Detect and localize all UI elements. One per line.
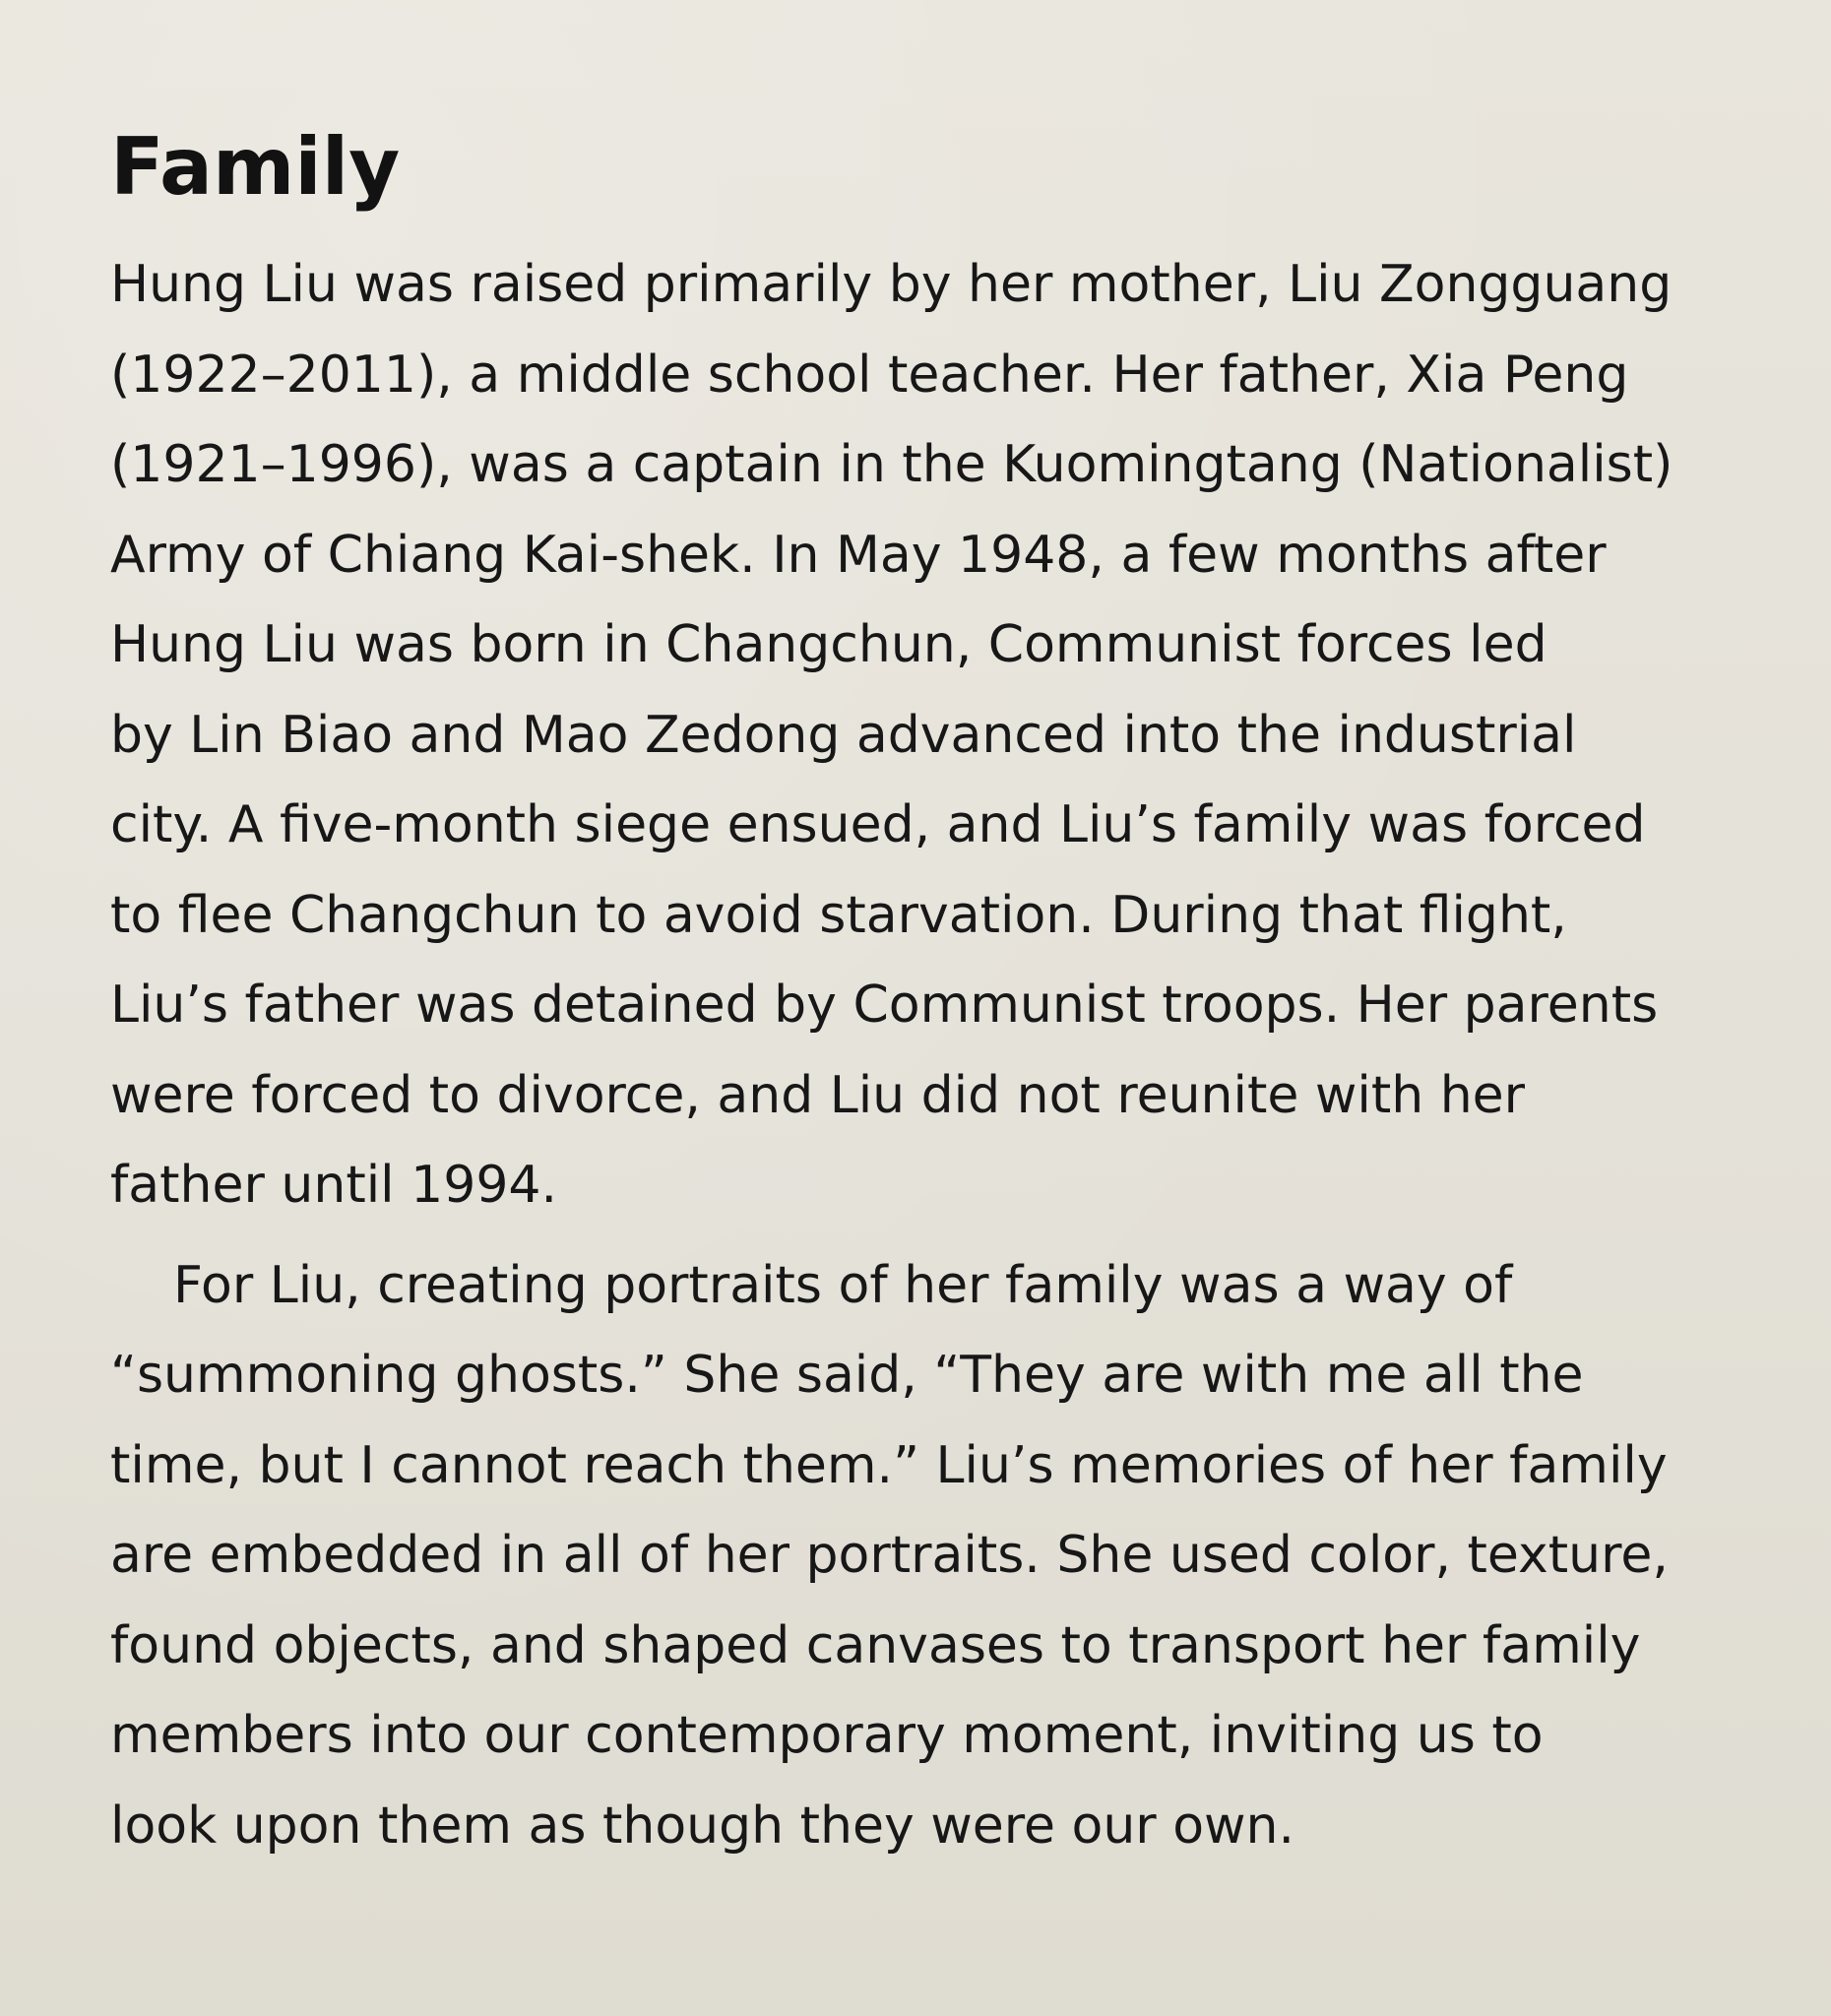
paragraph-1-line: father until 1994. — [110, 1156, 558, 1215]
paragraph-2-line: time, but I cannot reach them.” Liu’s memories of her family — [110, 1435, 1668, 1495]
paragraph-2-line: For Liu, creating portraits of her family was a way of — [173, 1255, 1513, 1315]
paragraph-2-line: are embedded in all of her portraits. She used color, texture, — [110, 1526, 1669, 1585]
paragraph-1-line: city. A five-month siege ensued, and Liu’s family was forced — [110, 795, 1646, 854]
paragraph-2-line: look upon them as though they were our own. — [110, 1796, 1295, 1856]
paragraph-2-line: “summoning ghosts.” She said, “They are with me all the — [110, 1346, 1584, 1405]
paragraph-1-line: Hung Liu was raised primarily by her mother, Liu Zongguang — [110, 255, 1673, 314]
paragraph-1-line: by Lin Biao and Mao Zedong advanced into the industrial — [110, 705, 1577, 765]
paragraph-1-line: Liu’s father was detained by Communist troops. Her parents — [110, 976, 1659, 1035]
page-title: Family — [110, 121, 401, 213]
paragraph-1-line: Hung Liu was born in Changchun, Communist forces led — [110, 615, 1547, 674]
paragraph-2 — [110, 1241, 1774, 1872]
paragraph-2-line: found objects, and shaped canvases to transport her family — [110, 1615, 1641, 1675]
paragraph-1-line: Army of Chiang Kai-shek. In May 1948, a few months after — [110, 525, 1607, 585]
paragraph-2-line: members into our contemporary moment, inviting us to — [110, 1706, 1544, 1765]
label-panel — [110, 118, 1774, 1871]
paragraph-1-line: were forced to divorce, and Liu did not reunite with her — [110, 1065, 1526, 1125]
paragraph-1-line: to flee Changchun to avoid starvation. During that flight, — [110, 885, 1567, 945]
paragraph-1-line: (1921–1996), was a captain in the Kuomingtang (Nationalist) — [110, 435, 1673, 494]
paragraph-1 — [110, 240, 1774, 1231]
paragraph-1-line: (1922–2011), a middle school teacher. Her father, Xia Peng — [110, 345, 1629, 405]
